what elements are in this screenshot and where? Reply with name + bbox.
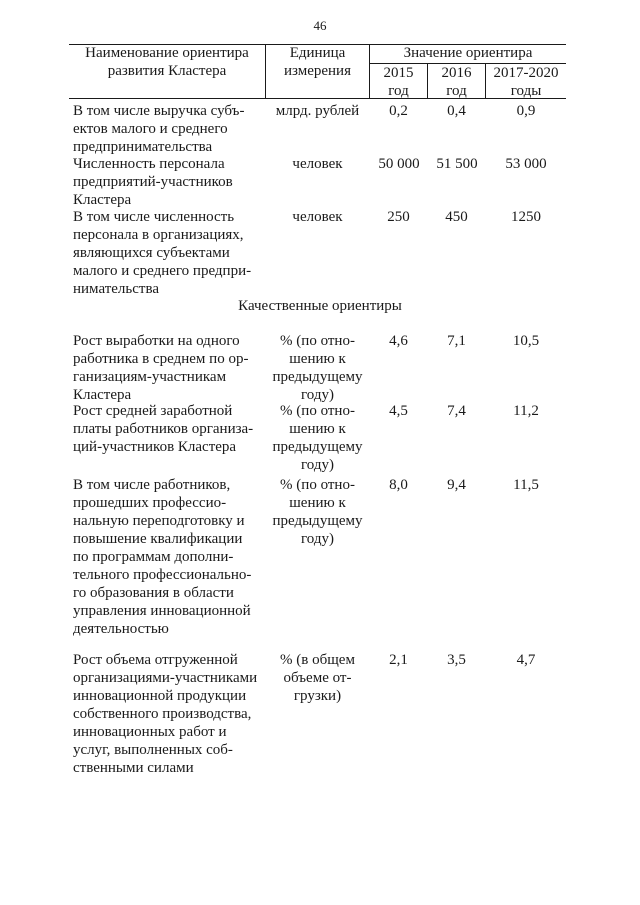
text-line: Рост средней заработной <box>73 403 233 419</box>
text-line: человек <box>292 156 343 172</box>
row-name <box>73 402 268 456</box>
header-line: 2017-2020 <box>493 65 559 81</box>
value-2015: 0,2 <box>389 103 408 119</box>
text-line: % (по отно- <box>280 477 355 493</box>
text-line: по программам дополни- <box>73 549 234 565</box>
text-line: платы работников организа- <box>73 421 254 437</box>
text-line: Численность персонала <box>73 156 225 172</box>
text-line: деятельностью <box>73 621 169 637</box>
header-year-2015 <box>370 64 427 100</box>
text-line: Рост выработки на одного <box>73 333 240 349</box>
text-line: инновационных работ и <box>73 724 227 740</box>
value-2015: 8,0 <box>389 477 408 493</box>
row-name <box>73 208 268 298</box>
text-line: Кластера <box>73 387 132 403</box>
value-2017-2020: 11,2 <box>513 403 539 419</box>
header-line: год <box>388 83 409 99</box>
header-line: Единица <box>289 45 346 61</box>
text-line: малого и среднего предпри- <box>73 263 252 279</box>
value-2015: 4,6 <box>389 333 408 349</box>
value-2016: 9,4 <box>447 477 466 493</box>
text-line: управления инновационной <box>73 603 251 619</box>
text-line: нальную переподготовку и <box>73 513 245 529</box>
row-name <box>73 651 268 777</box>
value-2016: 3,5 <box>447 652 466 668</box>
text-line: объеме от- <box>283 670 352 686</box>
header-year-2016 <box>428 64 485 100</box>
text-line: инновационной продукции <box>73 688 247 704</box>
row-unit <box>266 651 369 705</box>
text-line: являющихся субъектами <box>73 245 230 261</box>
row-unit <box>266 208 369 226</box>
value-2017-2020: 0,9 <box>516 103 536 119</box>
header-indicator-name <box>69 44 265 80</box>
value-2017-2020: 11,5 <box>513 477 539 493</box>
text-line: году) <box>301 387 334 403</box>
text-line: В том числе выручка субъ- <box>73 103 245 119</box>
value-2015: 2,1 <box>389 652 408 668</box>
value-2017-2020: 53 000 <box>505 156 547 172</box>
row-unit <box>266 102 369 120</box>
text-line: услуг, выполненных соб- <box>73 742 233 758</box>
text-line: % (в общем <box>280 652 355 668</box>
text-line: году) <box>301 531 334 547</box>
header-unit <box>266 44 369 80</box>
text-line: повышение квалификации <box>73 531 243 547</box>
value-2016: 7,1 <box>447 333 466 349</box>
row-unit <box>266 476 369 548</box>
page-number: 46 <box>313 18 327 33</box>
text-line: году) <box>301 457 334 473</box>
header-line: 2016 <box>441 65 472 81</box>
text-line: шению к <box>289 421 346 437</box>
row-name <box>73 155 268 209</box>
text-line: организациями-участниками <box>73 670 258 686</box>
text-line: ственными силами <box>73 760 194 776</box>
header-value: Значение ориентира <box>403 45 533 61</box>
value-2016: 7,4 <box>447 403 466 419</box>
text-line: предыдущему <box>272 513 363 529</box>
text-line: нимательства <box>73 281 160 297</box>
value-2017-2020: 1250 <box>511 209 541 225</box>
value-2016: 0,4 <box>447 103 466 119</box>
text-line: ектов малого и среднего <box>73 121 228 137</box>
text-line: персонала в организациях, <box>73 227 244 243</box>
row-name <box>73 476 268 638</box>
text-line: млрд. рублей <box>275 103 360 119</box>
text-line: человек <box>292 209 343 225</box>
text-line: Кластера <box>73 192 132 208</box>
row-unit <box>266 155 369 173</box>
header-line: годы <box>510 83 542 99</box>
text-line: собственного производства, <box>73 706 252 722</box>
text-line: предприятий-участников <box>73 174 233 190</box>
text-line: В том числе численность <box>73 209 235 225</box>
text-line: тельного профессионально- <box>73 567 252 583</box>
header-line: 2015 <box>383 65 414 81</box>
text-line: го образования в области <box>73 585 234 601</box>
value-2015: 250 <box>387 209 410 225</box>
value-2017-2020: 10,5 <box>512 333 540 349</box>
text-line: грузки) <box>293 688 342 704</box>
text-line: предыдущему <box>272 369 363 385</box>
text-line: предыдущему <box>272 439 363 455</box>
text-line: % (по отно- <box>280 403 355 419</box>
text-line: ций-участников Кластера <box>73 439 237 455</box>
text-line: прошедших профессио- <box>73 495 227 511</box>
value-2017-2020: 4,7 <box>516 652 536 668</box>
text-line: работника в среднем по ор- <box>73 351 249 367</box>
row-name <box>73 102 268 156</box>
header-year-2017-2020 <box>486 64 566 100</box>
text-line: % (по отно- <box>280 333 355 349</box>
header-line: измерения <box>283 63 351 79</box>
row-unit <box>266 332 369 404</box>
header-line: год <box>446 83 467 99</box>
value-2016: 450 <box>445 209 468 225</box>
text-line: ганизациям-участникам <box>73 369 227 385</box>
text-line: Рост объема отгруженной <box>73 652 238 668</box>
text-line: шению к <box>289 351 346 367</box>
header-line: развития Кластера <box>107 63 227 79</box>
value-2016: 51 500 <box>436 156 478 172</box>
header-line: Наименование ориентира <box>85 45 249 61</box>
text-line: шению к <box>289 495 346 511</box>
text-line: предпринимательства <box>73 139 213 155</box>
value-2015: 4,5 <box>389 403 408 419</box>
value-2015: 50 000 <box>378 156 420 172</box>
section-title: Качественные ориентиры <box>238 298 402 314</box>
row-name <box>73 332 268 404</box>
text-line: В том числе работников, <box>73 477 231 493</box>
row-unit <box>266 402 369 474</box>
